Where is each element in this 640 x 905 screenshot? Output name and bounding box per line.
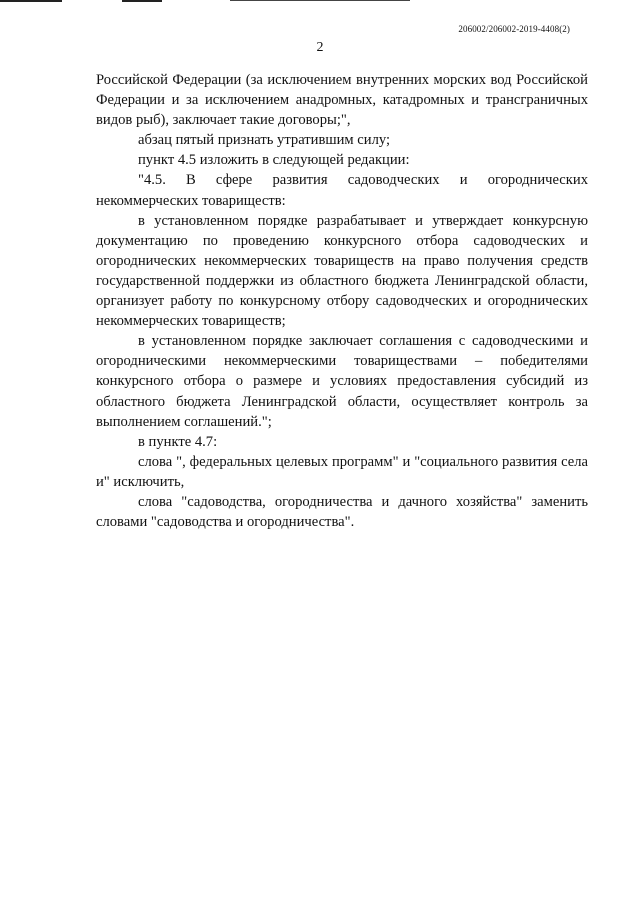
top-edge-rule-middle	[122, 0, 162, 2]
paragraph-4: "4.5. В сфере развития садоводческих и огороднических некоммерческих товариществ:	[96, 172, 588, 209]
paragraph-3: пункт 4.5 изложить в следующей редакции:	[138, 152, 410, 169]
top-edge-rule-right	[230, 0, 410, 1]
paragraph-5: в установленном порядке разрабатывает и утверждает конкурсную документацию по проведению конкурсного отбора садоводческих и огороднических некоммерческих товариществ на право получения средств государственной поддержки из областного бюджета Ленинградской области, организует работу по конкурсному отбору садоводческих и огороднических некоммерческих товариществ;	[96, 212, 588, 330]
paragraph-7: в пункте 4.7:	[138, 433, 218, 450]
top-edge-rule-left	[0, 0, 62, 2]
paragraph-2: абзац пятый признать утратившим силу;	[138, 132, 391, 149]
document-reference-number: 206002/206002-2019-4408(2)	[458, 24, 570, 34]
paragraph-9: слова "садоводства, огородничества и дачного хозяйства" заменить словами "садоводства и огородничества".	[96, 493, 588, 531]
paragraph-8: слова ", федеральных целевых программ" и "социального развития села и" исключить,	[96, 453, 588, 490]
document-body	[96, 70, 588, 532]
paragraph-1: Российской Федерации (за исключением внутренних морских вод Российской Федерации и за исключением анадромных, катадромных и трансграничных видов рыб), заключает такие договоры;",	[96, 72, 588, 129]
paragraph-6: в установленном порядке заключает соглашения с садоводческими и огородническими некоммерческими товариществами – победителями конкурсного отбора о размере и условиях предоставления субсидий из областного бюджета Ленинградской области, осуществляет контроль за выполнением соглашений.";	[96, 333, 588, 430]
page-number: 2	[316, 40, 324, 55]
